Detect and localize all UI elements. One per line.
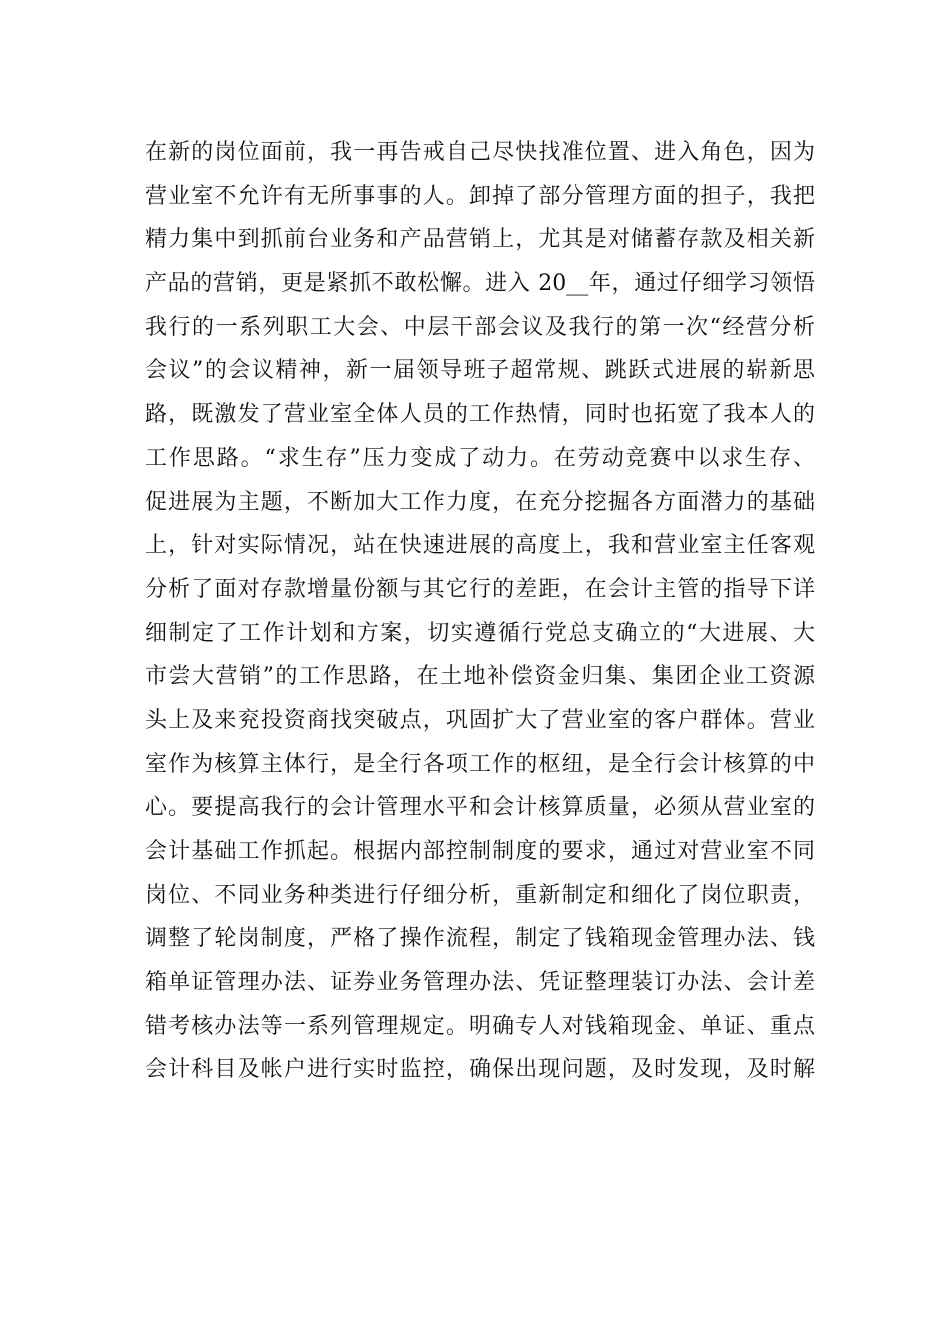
text-line: 上，针对实际情况，站在快速进展的高度上，我和营业室主任客观 — [145, 533, 815, 559]
text-line: 市尝大营销”的工作思路，在土地补偿资金归集、集团企业工资源 — [145, 664, 815, 690]
text-line: 产品的营销，更是紧抓不敢松懈。进入 20__年，通过仔细学习领悟 — [145, 271, 815, 297]
text-line: 室作为核算主体行，是全行各项工作的枢纽，是全行会计核算的中 — [145, 751, 815, 777]
text-line: 工作思路。“求生存”压力变成了动力。在劳动竞赛中以求生存、 — [145, 445, 815, 471]
text-line: 细制定了工作计划和方案，切实遵循行党总支确立的“大进展、大 — [145, 620, 815, 646]
text-line: 心。要提高我行的会计管理水平和会计核算质量，必须从营业室的 — [145, 795, 815, 821]
text-line: 会议”的会议精神，新一届领导班子超常规、跳跃式进展的崭新思 — [145, 358, 815, 384]
text-line: 我行的一系列职工大会、中层干部会议及我行的第一次“经营分析 — [145, 314, 815, 340]
text-line: 会计科目及帐户进行实时监控，确保出现问题，及时发现，及时解 — [145, 1057, 815, 1083]
text-line: 会计基础工作抓起。根据内部控制制度的要求，通过对营业室不同 — [145, 839, 815, 864]
text-line: 箱单证管理办法、证券业务管理办法、凭证整理装订办法、会计差 — [145, 970, 815, 996]
text-line: 精力集中到抓前台业务和产品营销上，尤其是对储蓄存款及相关新 — [145, 227, 815, 253]
text-line: 头上及来兖投资商找突破点，巩固扩大了营业室的客户群体。营业 — [145, 707, 815, 733]
text-line: 营业室不允许有无所事事的人。卸掉了部分管理方面的担子，我把 — [145, 183, 815, 209]
text-line: 路，既激发了营业室全体人员的工作热情，同时也拓宽了我本人的 — [145, 402, 815, 428]
body-paragraph — [145, 131, 815, 1092]
text-line: 错考核办法等一系列管理规定。明确专人对钱箱现金、单证、重点 — [145, 1013, 815, 1039]
text-line: 分析了面对存款增量份额与其它行的差距，在会计主管的指导下详 — [145, 576, 815, 602]
text-line: 在新的岗位面前，我一再告戒自己尽快找准位置、进入角色，因为 — [145, 140, 815, 165]
text-line: 岗位、不同业务种类进行仔细分析，重新制定和细化了岗位职责， — [145, 882, 815, 908]
text-line: 调整了轮岗制度，严格了操作流程，制定了钱箱现金管理办法、钱 — [145, 926, 815, 952]
text-line: 促进展为主题，不断加大工作力度，在充分挖掘各方面潜力的基础 — [145, 489, 815, 515]
